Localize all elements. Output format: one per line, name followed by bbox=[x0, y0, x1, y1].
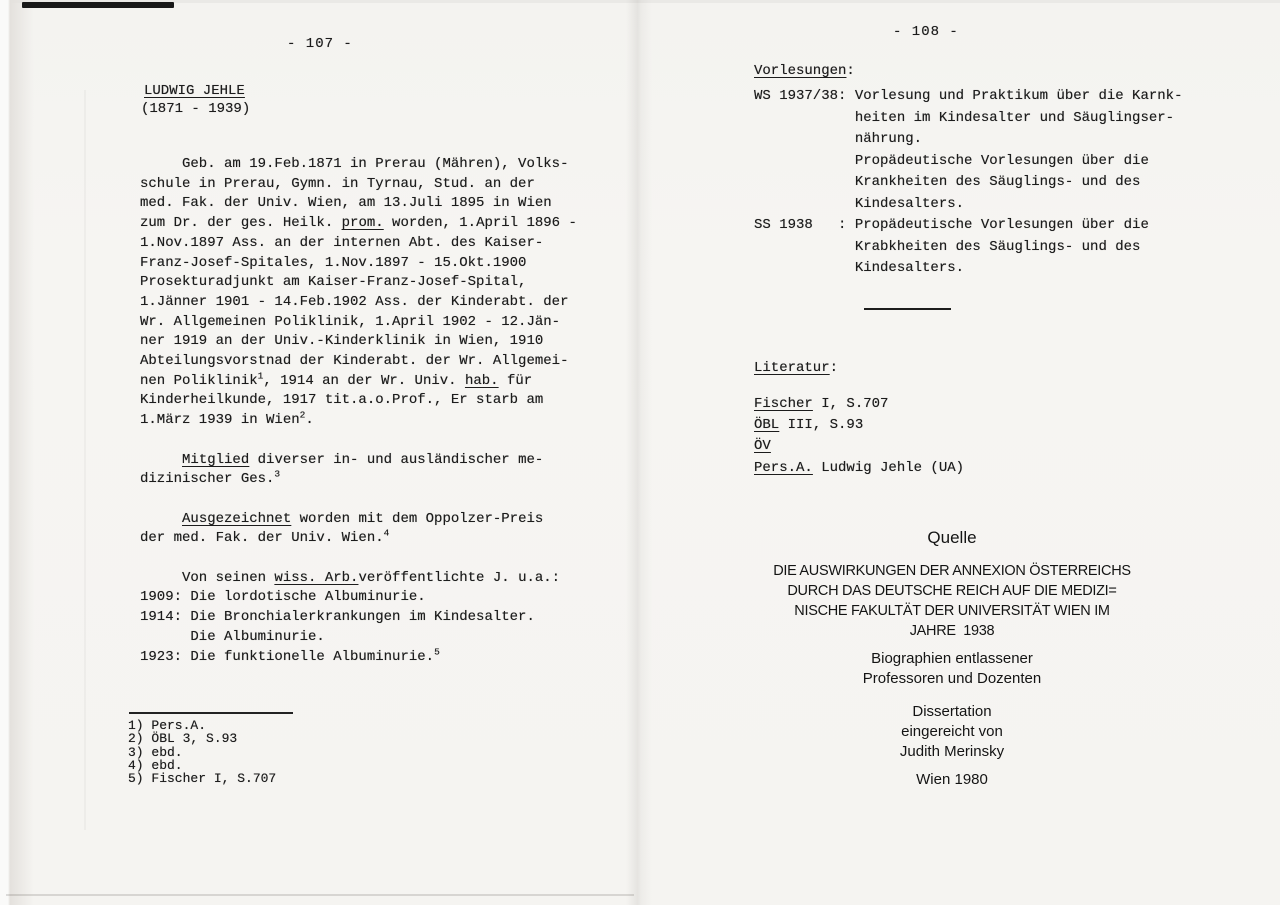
scan-bottom-edge bbox=[6, 894, 634, 896]
biography-text: Geb. am 19.Feb.1871 in Prerau (Mähren), Volks- schule in Prerau, Gymn. in Tyrnau, Stud. an der med. Fak. der Univ. Wien, am 13.Juli 1895 in Wien zum Dr. der ges. Heilk. prom. worden, 1.April 1896 - 1.Nov.1897 Ass. an der internen Abt. des Kaiser- Franz-Josef-Spitales, 1.Nov.1897 - 15.Okt.1900 Prosekturadjunkt am Kaiser-Franz-Josef-Spital, 1.Jänner 1901 - 14.Feb.1902 Ass. der Kinderabt. der Wr. Allgemeinen Poliklinik, 1.April 1902 - 12.Jän- ner 1919 an der Univ.-Kinderklinik in Wien, 1910 Abteilungsvorstnad der Kinderabt. der Wr. Allgemei- nen Poliklinik$^1$, 1914 an der Wr. Univ. hab. für Kinderheilkunde, 1917 tit.a.o.Prof., Er starb am 1.März 1939 in Wien$^2$. Mitglied diverser in- und ausländischer me- dizinischer Ges.$^3$ Ausgezeichnet worden mit dem Oppolzer-Preis der med. Fak. der Univ. Wien.$^4$ Von seinen wiss. Arb.veröffentlichte J. u.a.: 1909: Die lordotische Albuminurie. 1914: Die Bronchialerkrankungen im Kindesalter. Die Albuminurie. 1923: Die funktionelle Albuminurie.$^5$ bbox=[140, 156, 577, 665]
section-divider bbox=[864, 308, 951, 310]
person-name-heading: LUDWIG JEHLE bbox=[144, 83, 245, 99]
source-subtitle: Biographien entlassener Professoren und Dozenten bbox=[862, 650, 1042, 687]
scan-left-edge bbox=[0, 0, 34, 905]
page-number-left: - 107 - bbox=[287, 36, 353, 52]
footnote-divider bbox=[129, 712, 293, 714]
literature-heading: Literatur: bbox=[754, 360, 839, 376]
life-dates: (1871 - 1939) bbox=[141, 101, 251, 117]
lectures-heading: Vorlesungen: bbox=[754, 63, 855, 79]
source-block bbox=[752, 528, 1152, 788]
source-label: Quelle bbox=[927, 528, 977, 547]
place-and-year: Wien 1980 bbox=[916, 771, 988, 788]
scan-artifact-bar bbox=[22, 2, 174, 8]
footnotes: 1) Pers.A. 2) ÖBL 3, S.93 3) ebd. 4) ebd. 5) Fischer I, S.707 bbox=[128, 718, 277, 787]
dissertation-info: Dissertation eingereicht von Judith Merinsky bbox=[899, 703, 1005, 760]
source-title: DIE AUSWIRKUNGEN DER ANNEXION ÖSTERREICHS DURCH DAS DEUTSCHE REICH AUF DIE MEDIZI= NISCHE FAKULTÄT DER UNIVERSITÄT WIEN IM JAHRE 1938 bbox=[773, 563, 1131, 639]
page-seam bbox=[626, 0, 652, 905]
page-number-right: - 108 - bbox=[893, 24, 959, 40]
page-crease bbox=[84, 90, 86, 830]
lectures-list: WS 1937/38: Vorlesung und Praktikum über die Karnk- heiten im Kindesalter und Säuglingser- nährung. Propädeutische Vorlesungen über die Krankheiten des Säuglings- und des Kindesalters. SS 1938 : Propädeutische Vorlesungen über die Krabkheiten des Säuglings- und des Kindesalters. bbox=[754, 88, 1183, 276]
literature-list: Fischer I, S.707 ÖBL III, S.93 ÖV Pers.A. Ludwig Jehle (UA) bbox=[754, 396, 965, 476]
